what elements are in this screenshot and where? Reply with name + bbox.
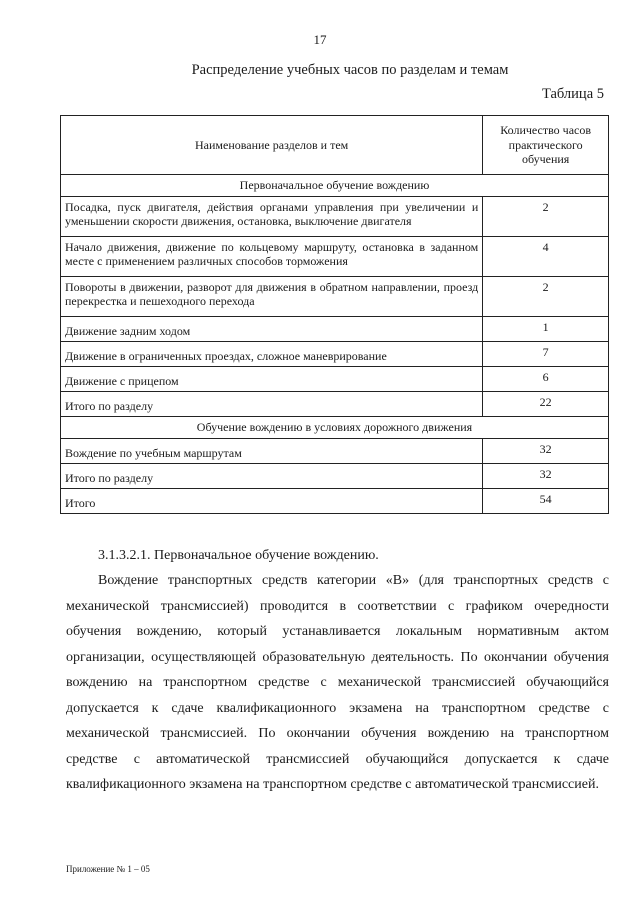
table-row (61, 317, 609, 342)
section-title: Обучение вождению в условиях дорожного движения (61, 417, 609, 439)
topic-name: Движение в ограниченных проездах, сложное маневрирование (61, 342, 483, 367)
section-row (61, 417, 609, 439)
topic-hours: 6 (483, 367, 609, 392)
topic-name: Начало движения, движение по кольцевому маршруту, остановка в заданном месте с применением различных способов торможения (61, 237, 483, 277)
grand-total-label: Итого (61, 489, 483, 514)
grand-total-hours: 54 (483, 489, 609, 514)
total-label: Итого по разделу (61, 464, 483, 489)
page-number: 17 (313, 32, 327, 47)
section-row (61, 175, 609, 197)
header-hours-cell: Количество часов практического обучения (483, 116, 609, 175)
table-row (61, 277, 609, 317)
topic-name: Движение с прицепом (61, 367, 483, 392)
total-hours: 32 (483, 464, 609, 489)
topic-hours: 7 (483, 342, 609, 367)
table-row (61, 367, 609, 392)
hours-table (60, 115, 609, 514)
topic-hours: 2 (483, 197, 609, 237)
page-title: Распределение учебных часов по разделам и темам (191, 62, 509, 78)
topic-hours: 1 (483, 317, 609, 342)
topic-hours: 32 (483, 439, 609, 464)
table-header-row (61, 116, 609, 175)
table-row (61, 439, 609, 464)
header-name-cell: Наименование разделов и тем (61, 116, 483, 175)
table-row (61, 342, 609, 367)
table-label: Таблица 5 (541, 86, 604, 102)
topic-hours: 2 (483, 277, 609, 317)
topic-name: Повороты в движении, разворот для движения в обратном направлении, проезд перекрестка и пешеходного перехода (61, 277, 483, 317)
topic-name: Вождение по учебным маршрутам (61, 439, 483, 464)
section-total-row (61, 392, 609, 417)
total-hours: 22 (483, 392, 609, 417)
body-paragraph: Вождение транспортных средств категории «B» (для транспортных средств с механической трансмиссией) проводится в соответствии с графиком очередности обучения вождению, который устанавливается локальным нормативным актом организации, осуществляющей образовательную деятельность. По окончании обучения вождению на транспортном средстве с механической трансмиссией обучающийся допускается к сдаче квалификационного экзамена на транспортном средстве с механической трансмиссией. По окончании обучения вождению на транспортном средстве с автоматической трансмиссией обучающийся допускается к сдаче квалификационного экзамена на транспортном средстве с автоматической трансмиссией. (66, 573, 609, 792)
topic-name: Движение задним ходом (61, 317, 483, 342)
total-label: Итого по разделу (61, 392, 483, 417)
table-row (61, 237, 609, 277)
grand-total-row (61, 489, 609, 514)
topic-name: Посадка, пуск двигателя, действия органами управления при увеличении и уменьшении скорости движения, остановка, выключение двигателя (61, 197, 483, 237)
section-subheading: 3.1.3.2.1. Первоначальное обучение вождению. (98, 548, 379, 563)
table-row (61, 197, 609, 237)
section-total-row (61, 464, 609, 489)
topic-hours: 4 (483, 237, 609, 277)
page-footer: Приложение № 1 – 05 (66, 864, 150, 874)
section-title: Первоначальное обучение вождению (61, 175, 609, 197)
